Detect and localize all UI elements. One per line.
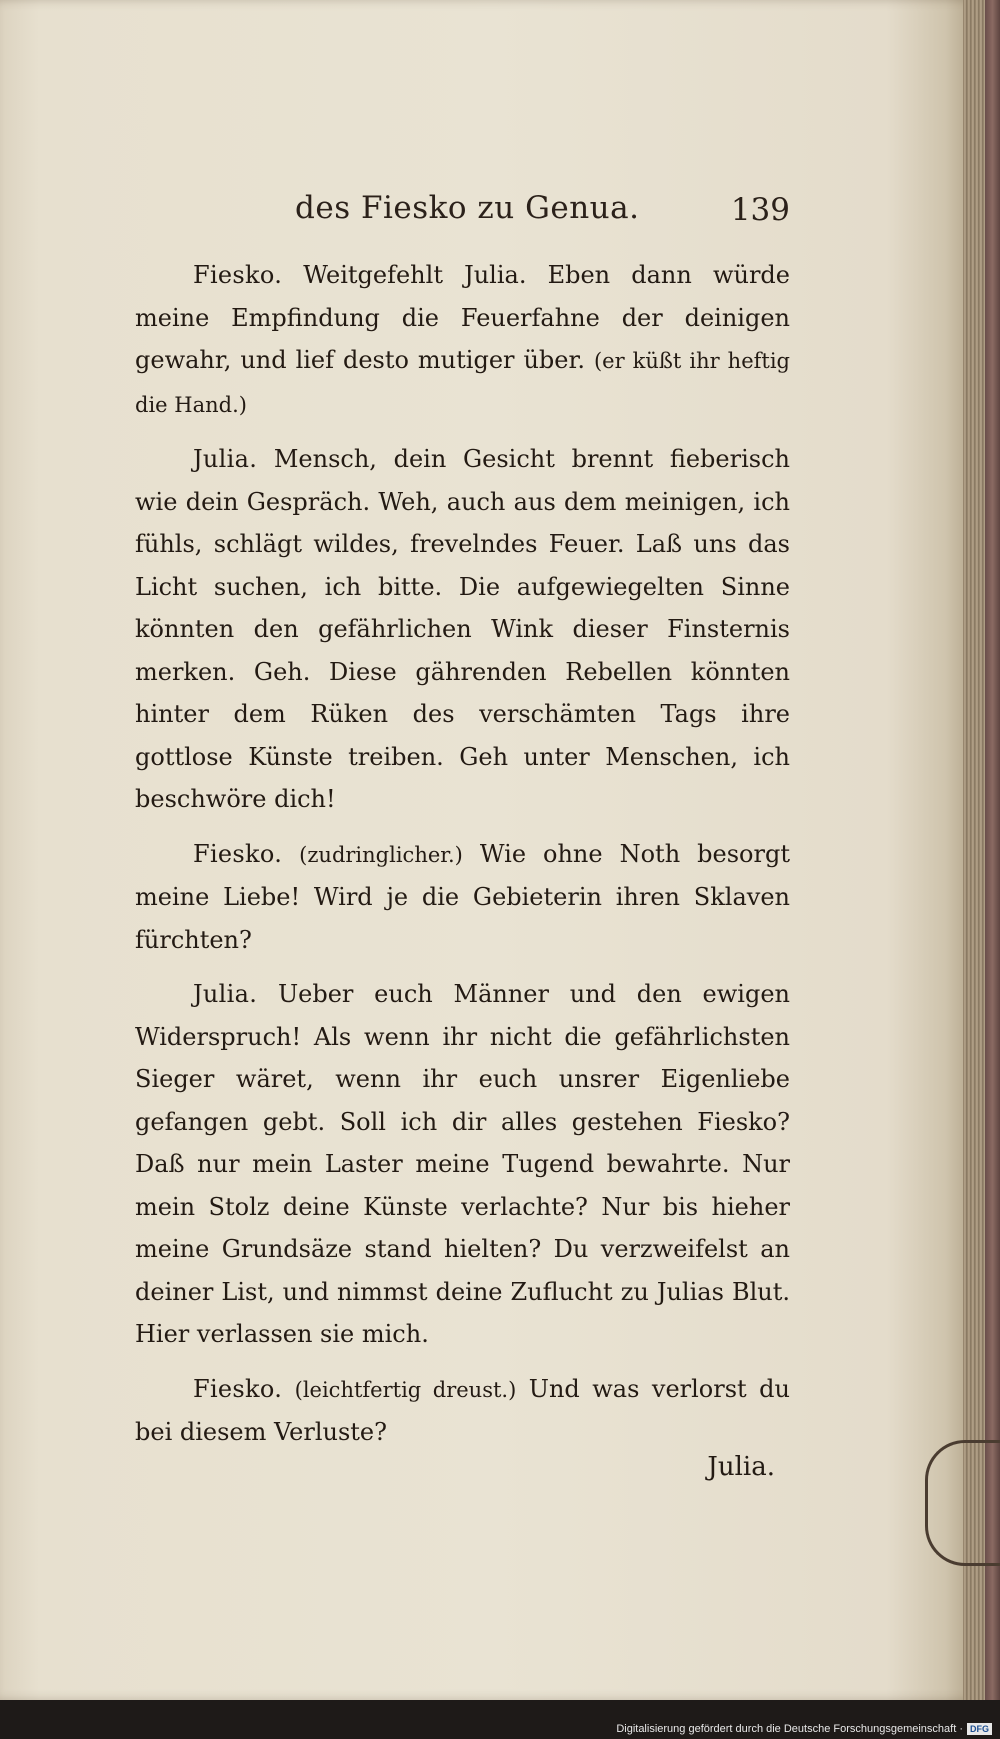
speaker-name: Julia. — [193, 445, 258, 473]
page-number: 139 — [730, 192, 790, 228]
running-head — [130, 190, 790, 240]
dialogue-paragraph — [135, 973, 790, 1356]
stage-direction: (er küßt ihr heftig die Hand.) — [135, 349, 790, 417]
speaker-name: Fiesko. — [193, 261, 283, 289]
digitization-credit — [616, 1723, 992, 1735]
dialogue-paragraph — [135, 254, 790, 426]
speaker-name: Fiesko. — [193, 839, 283, 868]
dfg-logo-icon: DFG — [967, 1723, 992, 1735]
speaker-name: Julia. — [193, 980, 258, 1008]
dialogue-text: Weitgefehlt Julia. Eben dann würde meine Empfindung die Feuerfahne der deinigen gewahr, und lief desto mutiger über. — [135, 261, 790, 374]
dialogue-text: Und was verlorst du bei diesem Verluste? — [135, 1374, 790, 1446]
dialogue-paragraph — [135, 833, 790, 962]
stage-direction: (zudringlicher.) — [299, 842, 463, 867]
dialogue-text: Mensch, dein Gesicht brennt fieberisch wie dein Gespräch. Weh, auch aus dem meinigen, ich fühls, schlägt wildes, frevelndes Feuer. Laß uns das Licht suchen, ich bitte. Die aufgewiegelten Sinne könnten den gefährlichen Wink dieser Finsternis merken. Geh. Diese gährenden Rebellen könnten hinter dem Rüken des verschämten Tags ihre gottlose Künste treiben. Geh unter Menschen, ich beschwöre dich! — [135, 445, 790, 813]
speaker-name: Fiesko. — [193, 1374, 283, 1403]
text-block — [135, 254, 790, 1454]
running-title: des Fiesko zu Genua. — [295, 190, 640, 226]
clasp-shadow — [925, 1440, 1000, 1566]
dialogue-paragraph — [135, 438, 790, 821]
footer-band — [0, 1700, 1000, 1739]
catchword: Julia. — [707, 1452, 775, 1482]
dialogue-text: Ueber euch Männer und den ewigen Widerspruch! Als wenn ihr nicht die gefährlichsten Sieger wäret, wenn ihr euch unsrer Eigenliebe gefangen gebt. Soll ich dir alles gestehen Fiesko? Daß nur mein Laster meine Tugend bewahrte. Nur mein Stolz deine Künste verlachte? Nur bis hieher meine Grundsäze stand hielten? Du verzweifelst an deiner List, und nimmst deine Zuflucht zu Julias Blut. Hier verlassen sie mich. — [135, 980, 790, 1348]
dialogue-text: Wie ohne Noth besorgt meine Liebe! Wird je die Gebieterin ihren Sklaven fürchten? — [135, 839, 790, 954]
credit-text: Digitalisierung gefördert durch die Deutsche Forschungsgemeinschaft · — [616, 1723, 963, 1735]
stage-direction: (leichtfertig dreust.) — [294, 1377, 517, 1402]
dialogue-paragraph — [135, 1368, 790, 1454]
